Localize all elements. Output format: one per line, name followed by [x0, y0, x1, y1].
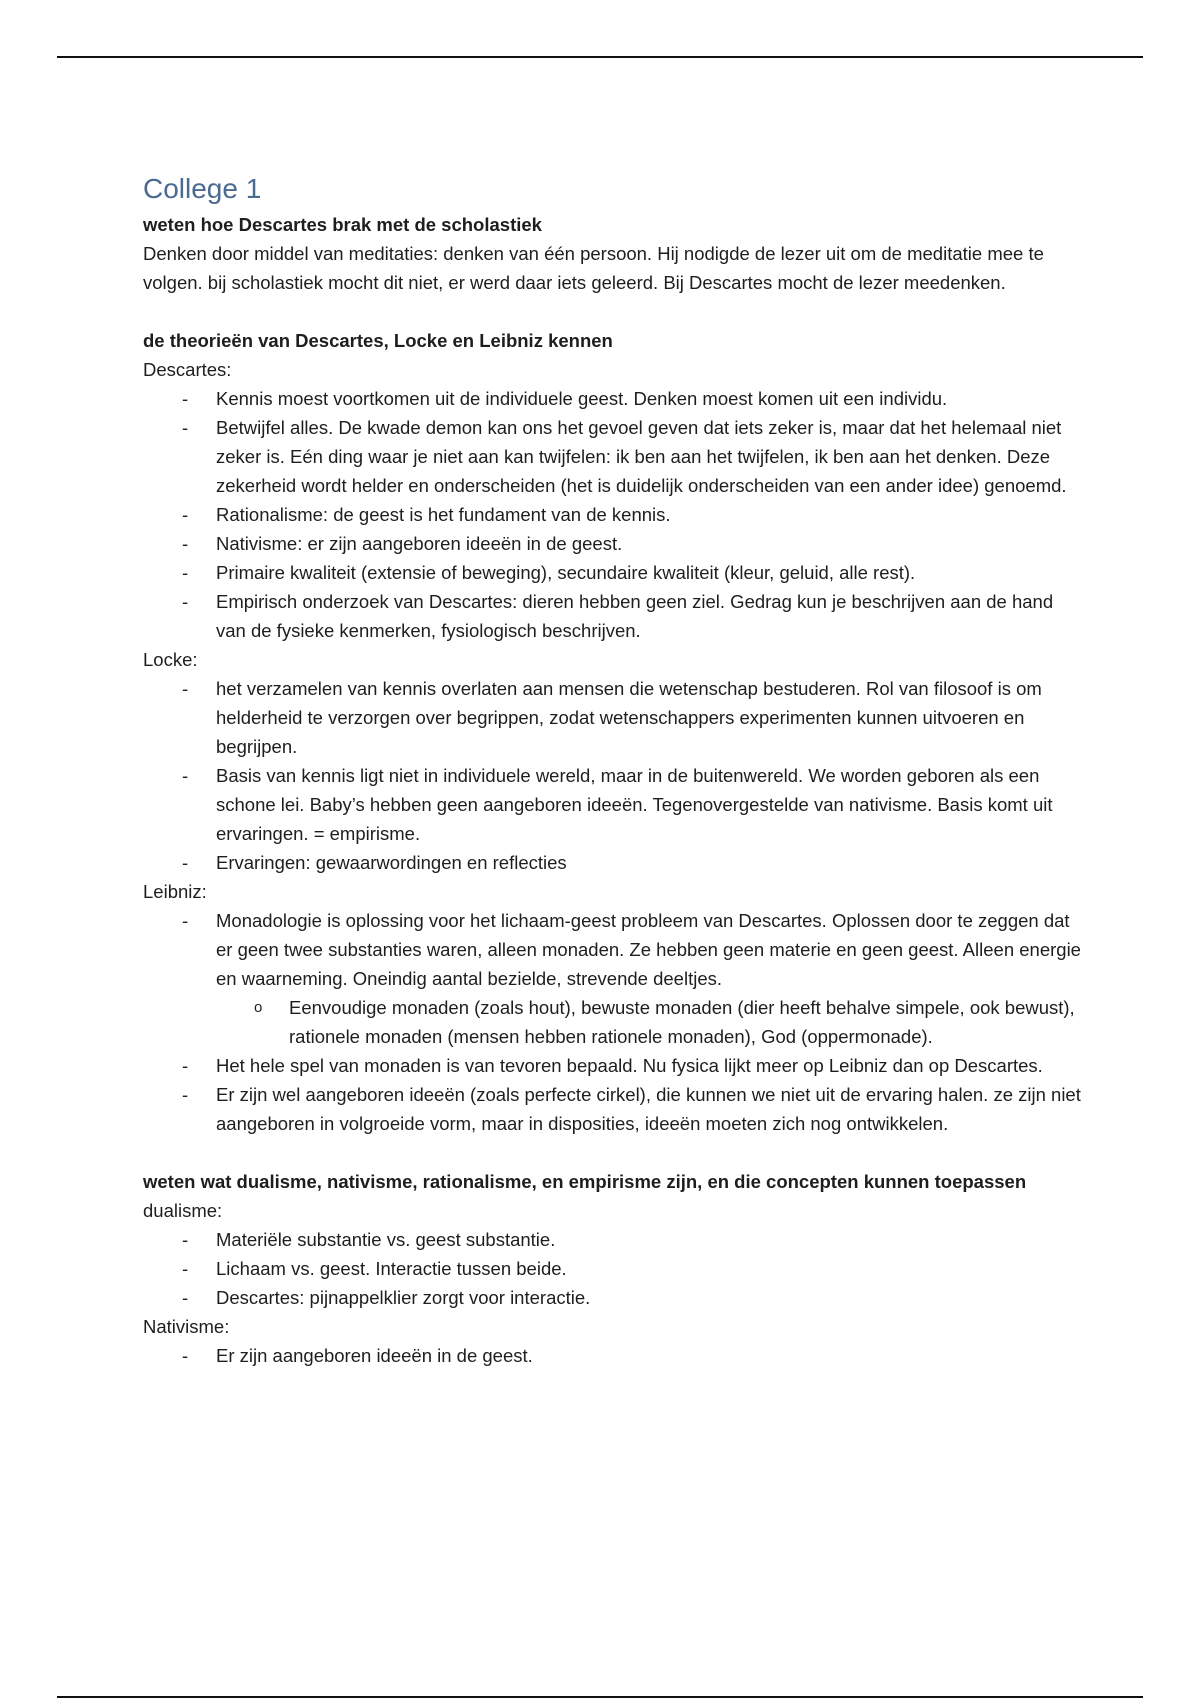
list-item: - Kennis moest voortkomen uit de individuele geest. Denken moest komen uit een individu.: [143, 384, 1083, 413]
label-locke: Locke:: [143, 649, 198, 670]
list-item: - Het hele spel van monaden is van tevoren bepaald. Nu fysica lijkt meer op Leibniz dan op Descartes.: [143, 1051, 1083, 1080]
label-nativisme: Nativisme:: [143, 1316, 230, 1337]
leibniz-list: [143, 906, 1083, 993]
list-item: - Er zijn aangeboren ideeën in de geest.: [143, 1341, 1083, 1370]
list-item: - Materiële substantie vs. geest substantie.: [143, 1225, 1083, 1254]
list-item: - het verzamelen van kennis overlaten aan mensen die wetenschap bestuderen. Rol van filosoof is om helderheid te verzorgen over begrippen, zodat wetenschappers experimenten kunnen uitvoeren en begrijpen.: [143, 674, 1083, 761]
list-item: - Lichaam vs. geest. Interactie tussen beide.: [143, 1254, 1083, 1283]
spacer: [143, 1138, 1083, 1167]
list-item: - Primaire kwaliteit (extensie of beweging), secundaire kwaliteit (kleur, geluid, alle rest).: [143, 558, 1083, 587]
list-item: - Monadologie is oplossing voor het lichaam-geest probleem van Descartes. Oplossen door te zeggen dat er geen twee substanties waren, alleen monaden. Ze hebben geen materie en geen geest. Alleen energie en waarneming. Oneindig aantal bezielde, strevende deeltjes.: [143, 906, 1083, 993]
list-item: - Basis van kennis ligt niet in individuele wereld, maar in de buitenwereld. We worden geboren als een schone lei. Baby’s hebben geen aangeboren ideeën. Tegenovergestelde van nativisme. Basis komt uit ervaringen. = empirisme.: [143, 761, 1083, 848]
section-heading-theorieen: de theorieën van Descartes, Locke en Leibniz kennen: [143, 330, 613, 351]
footer-rule: [57, 1696, 1143, 1698]
label-leibniz: Leibniz:: [143, 881, 207, 902]
list-item: - Descartes: pijnappelklier zorgt voor interactie.: [143, 1283, 1083, 1312]
leibniz-list-continued: [143, 1051, 1083, 1138]
section-heading-concepten: weten wat dualisme, nativisme, rationalisme, en empirisme zijn, en die concepten kunnen toepassen: [143, 1171, 1027, 1192]
descartes-list: [143, 384, 1083, 645]
label-dualisme: dualisme:: [143, 1200, 223, 1221]
spacer: [143, 297, 1083, 326]
list-item: - Nativisme: er zijn aangeboren ideeën in de geest.: [143, 529, 1083, 558]
locke-list: [143, 674, 1083, 877]
nativisme-list: [143, 1341, 1083, 1370]
paragraph-meditaties: Denken door middel van meditaties: denken van één persoon. Hij nodigde de lezer uit om de meditatie mee te volgen. bij scholastiek mocht dit niet, er werd daar iets geleerd. Bij Descartes mocht de lezer meedenken.: [143, 243, 1044, 293]
dualisme-list: [143, 1225, 1083, 1312]
header-rule: [57, 56, 1143, 58]
list-item: - Ervaringen: gewaarwordingen en reflecties: [143, 848, 1083, 877]
label-descartes: Descartes:: [143, 359, 232, 380]
leibniz-sublist: [143, 993, 1083, 1051]
list-item: - Betwijfel alles. De kwade demon kan ons het gevoel geven dat iets zeker is, maar dat het helemaal niet zeker is. Eén ding waar je niet aan kan twijfelen: ik ben aan het twijfelen, ik ben aan het denken. Deze zekerheid wordt helder en onderscheiden (het is duidelijk onderscheiden van een ander idee) genoemd.: [143, 413, 1083, 500]
document-body: [143, 170, 1083, 1370]
page-title: College 1: [143, 173, 262, 204]
sub-list-item: o Eenvoudige monaden (zoals hout), bewuste monaden (dier heeft behalve simpele, ook bewust), rationele monaden (mensen hebben rationele monaden), God (oppermonade).: [143, 993, 1083, 1051]
list-item: - Empirisch onderzoek van Descartes: dieren hebben geen ziel. Gedrag kun je beschrijven aan de hand van de fysieke kenmerken, fysiologisch beschrijven.: [143, 587, 1083, 645]
list-item: - Er zijn wel aangeboren ideeën (zoals perfecte cirkel), die kunnen we niet uit de ervaring halen. ze zijn niet aangeboren in volgroeide vorm, maar in disposities, ideeën moeten zich nog ontwikkelen.: [143, 1080, 1083, 1138]
section-heading-scholastiek: weten hoe Descartes brak met de scholastiek: [143, 214, 542, 235]
list-item: - Rationalisme: de geest is het fundament van de kennis.: [143, 500, 1083, 529]
